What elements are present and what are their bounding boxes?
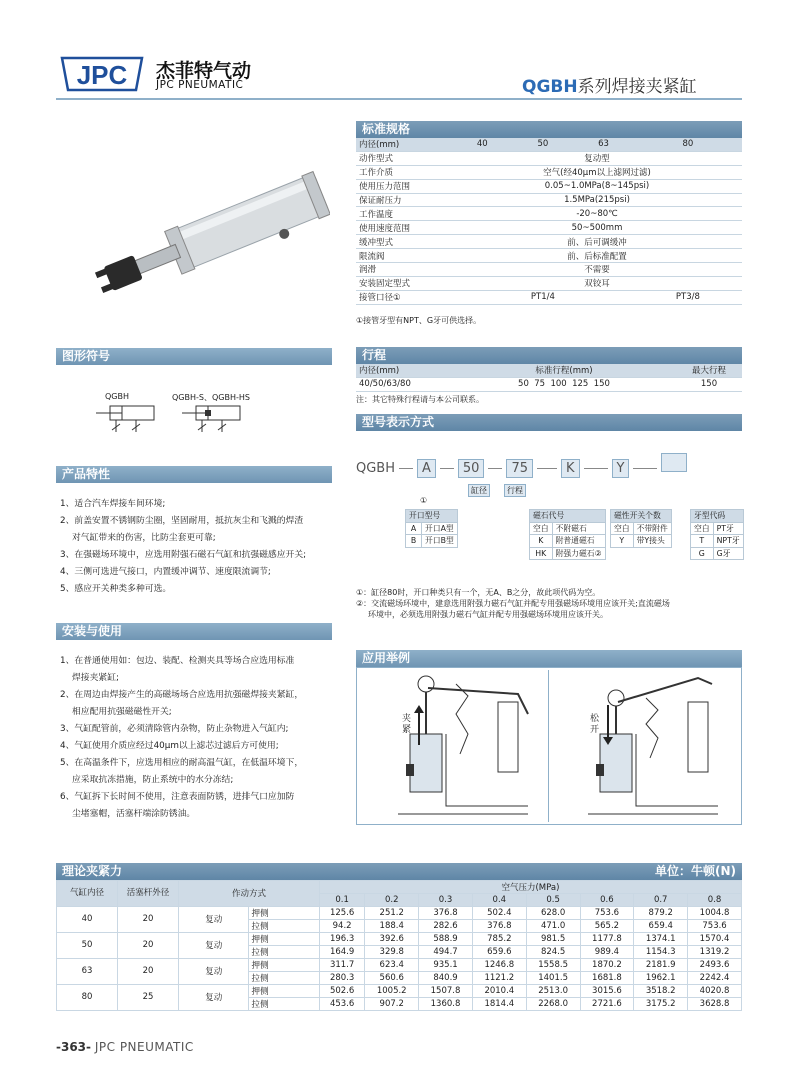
app-divider (548, 670, 549, 822)
desc-cell: 附普通磁石 (552, 535, 605, 548)
force-value: 2010.4 (472, 984, 526, 997)
install-item: 相应配用抗强磁磁性开关; (72, 707, 172, 717)
pressure-cell: 0.1 (319, 894, 364, 907)
code-cell: K (530, 535, 553, 548)
model-code (356, 453, 687, 478)
title-suffix: 系列焊接夹紧缸 (577, 77, 697, 97)
force-value: 1177.8 (580, 932, 634, 945)
force-value: 2721.6 (580, 997, 634, 1010)
cylinder-symbol-icon (92, 402, 162, 438)
code-cell: T (691, 535, 714, 548)
side-cell: 拉侧 (249, 971, 319, 984)
force-value: 3628.8 (688, 997, 742, 1010)
desc-cell: 带Y接头 (633, 535, 671, 548)
magnet-table (529, 509, 606, 560)
install-item: 焊接夹紧缸; (72, 673, 119, 683)
spec-table (356, 138, 742, 305)
side-cell: 押侧 (249, 906, 319, 919)
bore-cell: 40 (57, 906, 118, 932)
rod-cell: 20 (118, 958, 179, 984)
force-value: 1401.5 (526, 971, 580, 984)
spec-value: 不需要 (452, 263, 742, 277)
force-value: 502.4 (472, 906, 526, 919)
spec-label: 限流阀 (356, 249, 452, 263)
force-row (57, 984, 742, 997)
force-value: 329.8 (365, 945, 419, 958)
code-cell: A (406, 522, 422, 535)
stroke-header-cell: 最大行程 (676, 364, 742, 377)
stroke-note: 注：其它特殊行程请与本公司联系。 (356, 395, 484, 404)
force-value: 1681.8 (580, 971, 634, 984)
label-stroke: 行程 (504, 484, 526, 497)
force-value: 1570.4 (688, 932, 742, 945)
force-value: 623.4 (365, 958, 419, 971)
spec-row (356, 276, 742, 290)
force-value: 1121.2 (472, 971, 526, 984)
circle-one: ① (420, 496, 428, 505)
features-section-title: 产品特性 (56, 466, 332, 483)
code-cell: 空白 (530, 522, 553, 535)
code-cell: HK (530, 547, 553, 560)
force-value: 659.6 (472, 945, 526, 958)
stroke-header-cell: 标准行程(mm) (452, 364, 676, 377)
force-value: 879.2 (634, 906, 688, 919)
force-value: 392.6 (365, 932, 419, 945)
switch-title: 磁性开关个数 (611, 510, 672, 523)
symbol-label-2: QGBH-S、QGBH-HS (172, 393, 250, 402)
spec-row (356, 221, 742, 235)
spec-value: 前、后可调缓冲 (452, 235, 742, 249)
force-unit: 单位：牛顿(N) (654, 864, 736, 878)
force-value: 1005.2 (365, 984, 419, 997)
symbol-label-1: QGBH (105, 392, 129, 401)
release-diagram (588, 674, 728, 824)
spec-row (356, 290, 742, 304)
desc-cell: PT牙 (713, 522, 743, 535)
force-value: 1004.8 (688, 906, 742, 919)
spec-value: PT1/4 (452, 290, 634, 304)
code-cell: Y (611, 535, 634, 548)
bore-cell: 50 (57, 932, 118, 958)
side-cell: 拉侧 (249, 945, 319, 958)
force-value: 1360.8 (419, 997, 473, 1010)
side-cell: 拉侧 (249, 919, 319, 932)
side-cell: 押侧 (249, 932, 319, 945)
spec-label: 使用速度范围 (356, 221, 452, 235)
stroke-table (356, 364, 742, 392)
footer (56, 1040, 194, 1054)
force-value: 2493.6 (688, 958, 742, 971)
pressure-cell: 0.8 (688, 894, 742, 907)
force-value: 502.6 (319, 984, 364, 997)
stroke-header-cell: 内径(mm) (356, 364, 452, 377)
thread-table (690, 509, 744, 560)
app-section-title: 应用举例 (356, 650, 742, 667)
thread-title: 牙型代码 (691, 510, 744, 523)
cylinder-symbol-s-icon (178, 402, 248, 438)
footer-brand: JPC PNEUMATIC (94, 1040, 194, 1054)
spec-label: 工作温度 (356, 207, 452, 221)
force-value: 1319.2 (688, 945, 742, 958)
arrow-down-icon (603, 705, 613, 749)
force-value: 1154.3 (634, 945, 688, 958)
mode-cell: 复动 (179, 984, 249, 1010)
spec-value: -20~80℃ (452, 207, 742, 221)
force-value: 588.9 (419, 932, 473, 945)
desc-cell: 不带附件 (633, 522, 671, 535)
stroke-section-title: 行程 (356, 347, 742, 364)
brand-logo (56, 54, 148, 94)
force-value: 840.9 (419, 971, 473, 984)
force-row (57, 958, 742, 971)
feature-item: 4、三侧可选进气接口，内置缓冲调节、速度限流调节; (60, 567, 271, 577)
force-value: 1814.4 (472, 997, 526, 1010)
spec-header-cell: 63 (573, 138, 634, 151)
rod-cell: 25 (118, 984, 179, 1010)
force-value: 565.2 (580, 919, 634, 932)
force-value: 188.4 (365, 919, 419, 932)
force-value: 3015.6 (580, 984, 634, 997)
force-value: 753.6 (688, 919, 742, 932)
force-value: 376.8 (472, 919, 526, 932)
force-value: 376.8 (419, 906, 473, 919)
rod-cell: 20 (118, 906, 179, 932)
spec-label: 保证耐压力 (356, 193, 452, 207)
model-prefix: QGBH (356, 461, 395, 476)
brand-name-en: JPC PNEUMATIC (156, 79, 244, 91)
force-value: 164.9 (319, 945, 364, 958)
force-value: 311.7 (319, 958, 364, 971)
feature-item: 3、在强磁场环境中，应选用附强石磁石气缸和抗强磁感应开关; (60, 550, 307, 560)
force-value: 2268.0 (526, 997, 580, 1010)
install-item: 6、气缸拆下长时间不使用，注意表面防锈，进排气口应加防 (60, 792, 295, 802)
logo-text: JPC (76, 60, 128, 90)
spec-value: 1.5MPa(215psi) (452, 193, 742, 207)
code-cell: 空白 (611, 522, 634, 535)
symbol-section-title: 图形符号 (56, 348, 332, 365)
install-section-title: 安装与使用 (56, 623, 332, 640)
force-value: 280.3 (319, 971, 364, 984)
side-cell: 拉侧 (249, 997, 319, 1010)
model-part-thread (661, 453, 687, 472)
feature-item: 2、前盖安置不锈钢防尘圈，坚固耐用，抵抗灰尘和飞溅的焊渣 (60, 516, 304, 526)
force-row (57, 906, 742, 919)
model-notes (356, 587, 670, 620)
spec-label: 缓冲型式 (356, 235, 452, 249)
pressure-cell: 0.2 (365, 894, 419, 907)
spec-value: 双铰耳 (452, 276, 742, 290)
stroke-row (356, 377, 742, 391)
stroke-cell: 40/50/63/80 (356, 377, 452, 391)
spec-row (356, 263, 742, 277)
force-value: 125.6 (319, 906, 364, 919)
model-note: ②：交流磁场环境中，建意选用附强力磁石气缸并配专用强磁场环境用应该开关;直流磁场 (356, 599, 670, 608)
force-value: 2513.0 (526, 984, 580, 997)
model-note: ①：缸径80时，开口种类只有一个，无A、B之分，故此项代码为空。 (356, 588, 601, 597)
desc-cell: 附强力磁石② (552, 547, 605, 560)
force-value: 628.0 (526, 906, 580, 919)
side-cell: 押侧 (249, 958, 319, 971)
code-cell: G (691, 547, 714, 560)
desc-cell: 不附磁石 (552, 522, 605, 535)
install-list (60, 653, 303, 823)
spec-header-cell: 50 (513, 138, 574, 151)
desc-cell: 开口B型 (422, 535, 458, 548)
desc-cell: G牙 (713, 547, 743, 560)
force-value: 1870.2 (580, 958, 634, 971)
brand-name-cn: 杰菲特气动 (156, 60, 252, 82)
spec-label: 工作介质 (356, 165, 452, 179)
page-number: -363- (56, 1040, 92, 1054)
force-value: 251.2 (365, 906, 419, 919)
pressure-cell: 0.4 (472, 894, 526, 907)
bore-cell: 80 (57, 984, 118, 1010)
spec-label: 安装固定型式 (356, 276, 452, 290)
spec-row (356, 207, 742, 221)
clamp-diagram (398, 674, 538, 824)
force-value: 1507.8 (419, 984, 473, 997)
spec-row (356, 235, 742, 249)
code-cell: B (406, 535, 422, 548)
force-header-rod: 活塞杆外径 (118, 881, 179, 907)
spec-row (356, 193, 742, 207)
force-value: 282.6 (419, 919, 473, 932)
spec-value: 复动型 (452, 151, 742, 165)
spec-value: 空气(经40μm以上滤网过滤) (452, 165, 742, 179)
force-value: 989.4 (580, 945, 634, 958)
spec-row (356, 151, 742, 165)
force-value: 2242.4 (688, 971, 742, 984)
switch-table (610, 509, 672, 548)
spec-label: 动作型式 (356, 151, 452, 165)
spec-row (356, 165, 742, 179)
spec-value: PT3/8 (634, 290, 742, 304)
pressure-cell: 0.5 (526, 894, 580, 907)
stroke-cell: 50 75 100 125 150 (452, 377, 676, 391)
magnet-title: 磁石代号 (530, 510, 606, 523)
spec-note: ①接管牙型有NPT、G牙可供选择。 (356, 316, 482, 325)
mode-cell: 复动 (179, 932, 249, 958)
rod-cell: 20 (118, 932, 179, 958)
feature-item: 5、感应开关种类多种可选。 (60, 584, 172, 594)
force-value: 753.6 (580, 906, 634, 919)
spec-value: 前、后标准配置 (452, 249, 742, 263)
mode-cell: 复动 (179, 958, 249, 984)
spec-label: 接管口径① (356, 290, 452, 304)
force-value: 935.1 (419, 958, 473, 971)
force-value: 785.2 (472, 932, 526, 945)
install-item: 2、在周边由焊接产生的高磁场场合应选用抗强磁焊接夹紧缸， (60, 690, 304, 700)
features-list (60, 496, 306, 598)
spec-section-title: 标准规格 (356, 121, 742, 138)
force-header-pressure: 空气压力(MPa) (319, 881, 741, 894)
code-cell: 空白 (691, 522, 714, 535)
force-section-title (56, 863, 742, 880)
spec-header-cell: 内径(mm) (356, 138, 452, 151)
force-table (56, 880, 742, 1011)
pressure-cell: 0.7 (634, 894, 688, 907)
pressure-cell: 0.3 (419, 894, 473, 907)
desc-cell: 开口A型 (422, 522, 458, 535)
force-header-bore: 气缸内径 (57, 881, 118, 907)
install-item: 1、在普通使用如：包边、装配、检测夹具等场合应选用标准 (60, 656, 295, 666)
mode-cell: 复动 (179, 906, 249, 932)
spec-label: 润滑 (356, 263, 452, 277)
clamp-label: 夹紧 (402, 714, 412, 735)
force-value: 3175.2 (634, 997, 688, 1010)
model-part-magnet: K (561, 459, 580, 478)
force-value: 471.0 (526, 919, 580, 932)
desc-cell: NPT牙 (713, 535, 743, 548)
force-value: 659.4 (634, 919, 688, 932)
model-part-switch: Y (612, 459, 630, 478)
force-value: 4020.8 (688, 984, 742, 997)
force-value: 824.5 (526, 945, 580, 958)
spec-header-cell: 40 (452, 138, 513, 151)
bore-cell: 63 (57, 958, 118, 984)
force-value: 1558.5 (526, 958, 580, 971)
side-cell: 押侧 (249, 984, 319, 997)
force-value: 494.7 (419, 945, 473, 958)
feature-item: 对气缸带来的伤害，比防尘套更可靠; (72, 533, 216, 543)
install-item: 应采取抗冻措施，防止系统中的水分冻结; (72, 775, 234, 785)
install-item: 尘堵塞帽，活塞杆端涂防锈油。 (72, 809, 196, 819)
spec-row (356, 249, 742, 263)
open-type-title: 开口型号 (406, 510, 458, 523)
model-section-title: 型号表示方式 (356, 414, 742, 431)
force-value: 196.3 (319, 932, 364, 945)
model-part-open: A (417, 459, 436, 478)
spec-row (356, 179, 742, 193)
force-title: 理论夹紧力 (62, 864, 123, 878)
model-part-stroke: 75 (506, 459, 533, 478)
install-item: 4、气缸使用介质应经过40μm以上滤芯过滤后方可使用; (60, 741, 279, 751)
spec-label: 使用压力范围 (356, 179, 452, 193)
release-label: 松开 (590, 714, 600, 735)
force-value: 3518.2 (634, 984, 688, 997)
arrow-up-icon (414, 705, 424, 749)
spec-value: 50~500mm (452, 221, 742, 235)
force-value: 1246.8 (472, 958, 526, 971)
spec-header-cell: 80 (634, 138, 742, 151)
stroke-cell: 150 (676, 377, 742, 391)
install-item: 5、在高温条件下，应选用相应的耐高温气缸，在低温环境下， (60, 758, 304, 768)
model-part-bore: 50 (458, 459, 485, 478)
model-note: 环境中，必须选用附强力磁石气缸并配专用强磁场环境用应该开关。 (368, 610, 608, 619)
force-value: 981.5 (526, 932, 580, 945)
force-value: 94.2 (319, 919, 364, 932)
spec-value: 0.05~1.0MPa(8~145psi) (452, 179, 742, 193)
force-value: 1374.1 (634, 932, 688, 945)
header-rule (56, 98, 742, 100)
force-value: 2181.9 (634, 958, 688, 971)
pressure-cell: 0.6 (580, 894, 634, 907)
force-value: 1962.1 (634, 971, 688, 984)
force-row (57, 932, 742, 945)
force-header-mode: 作动方式 (179, 881, 320, 907)
install-item: 3、气缸配管前，必须清除管内杂物，防止杂物进入气缸内; (60, 724, 289, 734)
force-value: 560.6 (365, 971, 419, 984)
open-type-table (405, 509, 458, 548)
force-value: 907.2 (365, 997, 419, 1010)
title-prefix: QGBH (522, 77, 578, 97)
product-image (90, 165, 330, 305)
label-bore: 缸径 (468, 484, 490, 497)
spec-header-row (356, 138, 742, 151)
force-value: 453.6 (319, 997, 364, 1010)
feature-item: 1、适合汽车焊接车间环境; (60, 499, 166, 509)
page-title (522, 72, 697, 97)
stroke-header-row (356, 364, 742, 377)
